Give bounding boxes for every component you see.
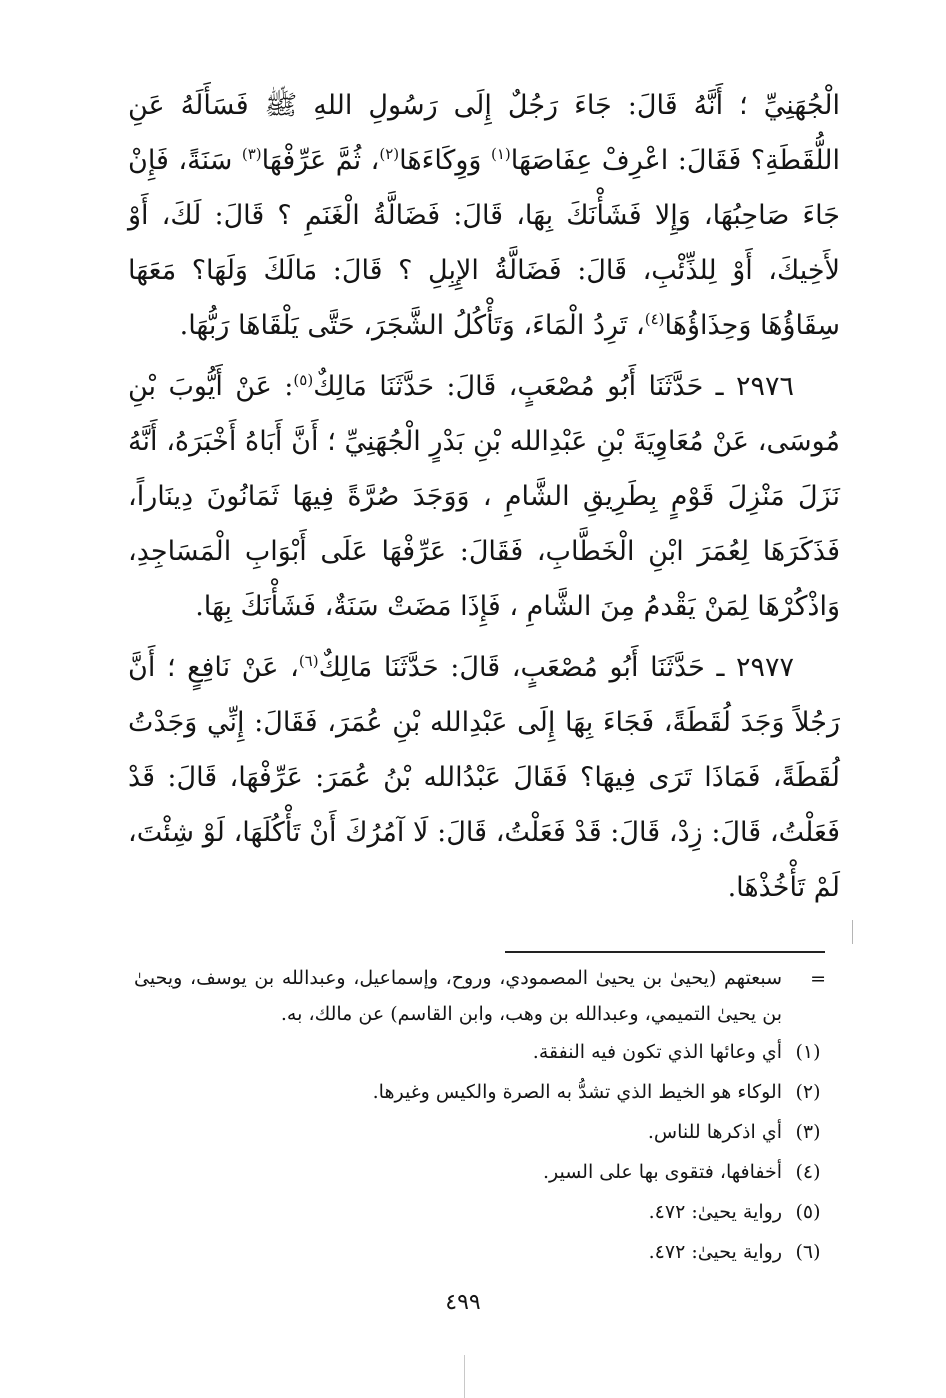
- footnote-ref: (٥): [293, 371, 314, 389]
- page-number: ٤٩٩: [445, 1290, 481, 1315]
- footnote-ref: (٤): [644, 310, 665, 328]
- footnote-number: (٦): [795, 1241, 821, 1263]
- text-segment: ، تَرِدُ الْمَاءَ، وَتَأْكُلُ الشَّجَرَ، حَتَّى يَلْقَاهَا رَبُّهَا.: [179, 310, 645, 341]
- footnote-number: (٤): [795, 1161, 821, 1183]
- text-segment: سَنَةً، فَإِنْ جَاءَ صَاحِبُهَا، وَإِلا فَشَأْنَكَ بِهَا، قَالَ: فَضَالَّةُ الْغَنَمِ ؟ قَالَ: لَكَ، أَوْ لأَخِيكَ، أَوْ لِلذِّئْبِ، قَالَ: فَضَالَّةُ الإِبِلِ ؟ قَالَ: مَالَكَ وَلَهَا؟ مَعَهَا سِقَاؤُهَا وَحِذَاؤُهَا: [128, 145, 840, 341]
- footnote-ref: (٦): [298, 652, 319, 670]
- text-segment: ، عَنْ نَافِعٍ ؛ أَنَّ رَجُلاً وَجَدَ لُقَطَةً، فَجَاءَ بِهَا إِلَى عَبْدِالله بْنِ عُمَرَ، فَقَالَ: إِنِّي وَجَدْتُ لُقَطَةً، فَمَاذَا تَرَى فِيهَا؟ فَقَالَ عَبْدُالله بْنُ عُمَرَ: عَرِّفْهَا، قَالَ: قَدْ فَعَلْتُ، قَالَ: زِدْ، قَالَ: قَدْ فَعَلْتُ، قَالَ: لَا آمُرُكَ أَنْ تَأْكُلَهَا، لَوْ شِئْتَ، لَمْ تَأْخُذْهَا.: [128, 652, 840, 903]
- footnote-continuation-text: سبعتهم (يحيىٰ بن يحيىٰ المصمودي، وروح، وإسماعيل، وعبدالله بن يوسف، ويحيىٰ بن يحيىٰ التميمي، وعبدالله بن وهب، وابن القاسم) عن مالك، به.: [134, 967, 782, 1025]
- footnote-separator: [505, 951, 825, 953]
- main-text: [128, 78, 840, 915]
- footnote-number: (٥): [795, 1201, 821, 1223]
- text-segment: : عَنْ أَيُّوبَ بْنِ مُوسَى، عَنْ مُعَاوِيَةَ بْنِ عَبْدِالله بْنِ بَدْرٍ الْجُهَنِيِّ ؛ أَنَّ أَبَاهُ أَخْبَرَهُ، أَنَّهُ نَزَلَ مَنْزِلَ قَوْمٍ بِطَرِيقِ الشَّامِ ، وَوَجَدَ صُرَّةً فِيهَا ثَمَانُونَ دِينَاراً، فَذَكَرَهَا لِعُمَرَ ابْنِ الْخَطَّابِ، فَقَالَ: عَرِّفْهَا عَلَى أَبْوَابِ الْمَسَاجِدِ، وَاذْكُرْهَا لِمَنْ يَقْدمُ مِنَ الشَّامِ ، فَإِذَا مَضَتْ سَنَةٌ، فَشَأْنَكَ بِهَا.: [128, 371, 840, 622]
- footnote-item: [134, 1113, 834, 1152]
- footnote-text: أخفافها، فتقوى بها على السير.: [542, 1161, 782, 1183]
- footnote-text: أي اذكرها للناس.: [647, 1121, 782, 1143]
- footnotes: [134, 960, 834, 1272]
- text-segment: الْجُهَنِيِّ ؛ أَنَّهُ قَالَ: جَاءَ رَجُلٌ إِلَى رَسُولِ اللهِ ﷺ فَسَأَلَهُ عَنِ اللُّقَطَةِ؟ فَقَالَ: اعْرِفْ عِفَاصَهَا: [128, 90, 841, 176]
- footnote-number: (٣): [795, 1121, 821, 1143]
- text-segment: ٢٩٧٦ ـ حَدَّثَنَا أَبُو مُصْعَبٍ، قَالَ: حَدَّثَنَا مَالِكٌ: [313, 371, 794, 402]
- paragraph-hadith-2977: [128, 640, 840, 915]
- footnote-item: [134, 1033, 834, 1072]
- footnote-item: [134, 1153, 834, 1192]
- paragraph-hadith-2976: [128, 359, 840, 634]
- text-segment: ، ثُمَّ عَرِّفْهَا: [261, 145, 380, 176]
- footnote-number: (٢): [795, 1081, 821, 1103]
- margin-mark: [852, 920, 853, 944]
- footnote-item: [134, 1073, 834, 1112]
- footnote-text: رواية يحيىٰ: ٤٧٢.: [648, 1241, 782, 1263]
- footnote-item: [134, 1233, 834, 1272]
- text-segment: ٢٩٧٧ ـ حَدَّثَنَا أَبُو مُصْعَبٍ، قَالَ: حَدَّثَنَا مَالِكٌ: [318, 652, 794, 683]
- footnote-text: الوكاء هو الخيط الذي تشدُّ به الصرة والكيس وغيرها.: [372, 1081, 782, 1103]
- footnote-ref: (٢): [379, 145, 400, 163]
- footnote-ref: (١): [490, 145, 511, 163]
- footnote-continuation: [134, 960, 834, 1032]
- scan-edge-line: [464, 1355, 465, 1398]
- footnote-item: [134, 1193, 834, 1232]
- text-segment: وَوِكَاءَهَا: [399, 145, 491, 176]
- footnote-text: أي وعائها الذي تكون فيه النفقة.: [532, 1041, 782, 1063]
- footnote-text: رواية يحيىٰ: ٤٧٢.: [648, 1201, 782, 1223]
- continuation-mark: =: [810, 968, 826, 990]
- footnote-number: (١): [795, 1041, 821, 1063]
- footnote-ref: (٣): [241, 145, 262, 163]
- paragraph-hadith-continuation: [128, 78, 840, 353]
